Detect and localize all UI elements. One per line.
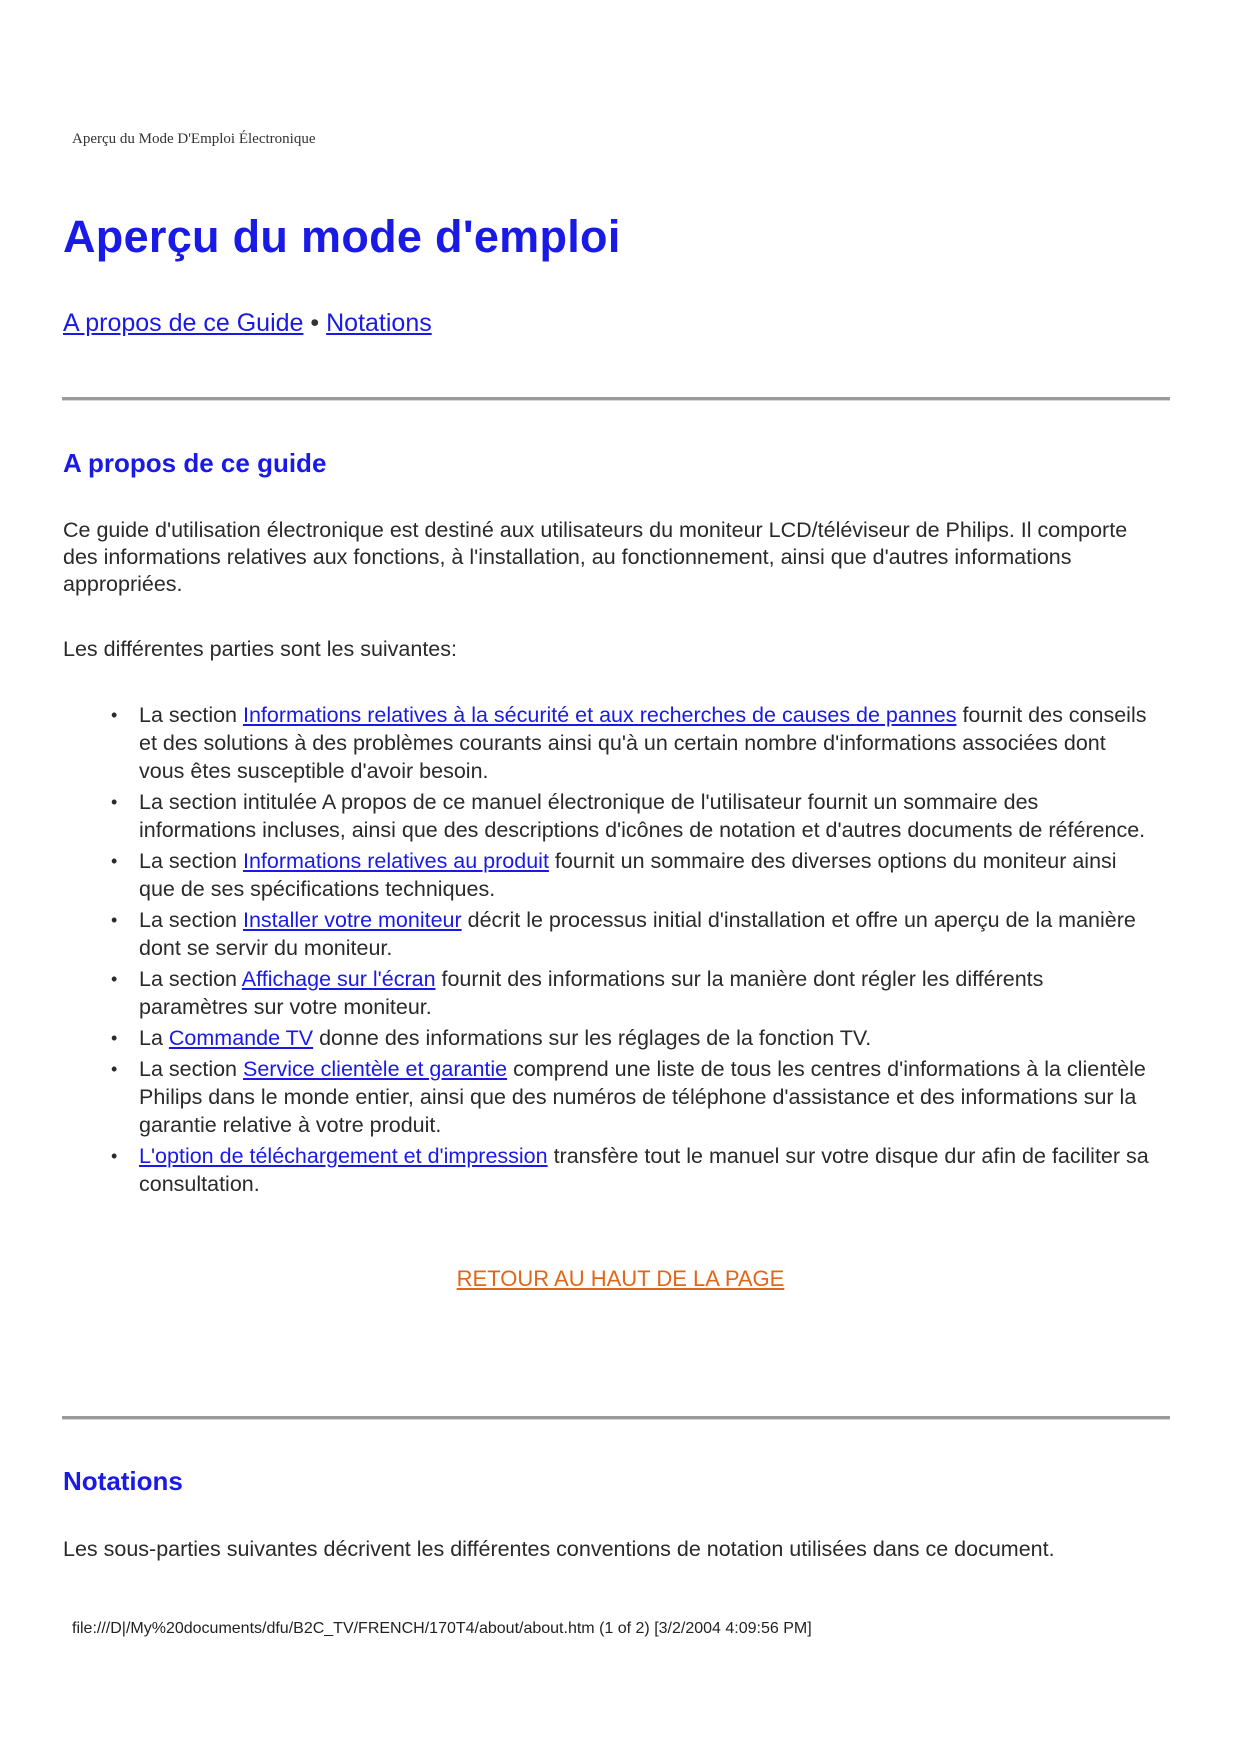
link-on-screen-display[interactable]: Affichage sur l'écran — [241, 967, 436, 991]
link-install-monitor[interactable]: Installer votre moniteur — [242, 908, 462, 932]
link-safety-troubleshooting[interactable]: Informations relatives à la sécurité et aux recherches de causes de pannes — [242, 703, 957, 727]
section-title-notations: Notations — [63, 1466, 183, 1496]
back-to-top — [0, 1266, 1241, 1292]
intro-paragraph: Ce guide d'utilisation électronique est destiné aux utilisateurs du moniteur LCD/téléviseur de Philips. Il comporte des informations relatives aux fonctions, à l'installation, au fonctionnement, ainsi que d'autres informations appropriées. — [63, 518, 1128, 596]
footer-file-path: file:///D|/My%20documents/dfu/B2C_TV/FRENCH/170T4/about/about.htm (1 of 2) [3/2/2004 4:09:56 PM] — [72, 1620, 812, 1637]
section-nav — [63, 309, 432, 338]
sections-list — [63, 701, 1153, 1198]
list-item: • La section intitulée A propos de ce manuel électronique de l'utilisateur fournit un sommaire des informations incluses, ainsi que des descriptions d'icônes de notation et d'autres documents de référence. — [63, 788, 1153, 844]
nav-separator: • — [303, 309, 327, 337]
document-header: Aperçu du Mode D'Emploi Électronique — [72, 131, 316, 147]
list-item: • La section Affichage sur l'écran fournit des informations sur la manière dont régler les différents paramètres sur votre moniteur. — [63, 965, 1153, 1021]
link-download-print[interactable]: L'option de téléchargement et d'impression — [139, 1144, 548, 1168]
list-item: • La section Informations relatives à la sécurité et aux recherches de causes de pannes fournit des conseils et des solutions à des problèmes courants ainsi qu'à un certain nombre d'informations associées dont vous êtes susceptible d'avoir besoin. — [63, 701, 1153, 785]
horizontal-rule — [62, 397, 1170, 401]
list-intro: Les différentes parties sont les suivantes: — [63, 637, 457, 661]
back-to-top-link[interactable]: RETOUR AU HAUT DE LA PAGE — [456, 1266, 785, 1291]
list-item: • La section Informations relatives au produit fournit un sommaire des diverses options du moniteur ainsi que de ses spécifications techniques. — [63, 847, 1153, 903]
nav-link-about-guide[interactable]: A propos de ce Guide — [63, 309, 304, 337]
page-title: Aperçu du mode d'emploi — [63, 211, 621, 262]
link-tv-control[interactable]: Commande TV — [168, 1026, 314, 1050]
list-item: • La section Installer votre moniteur décrit le processus initial d'installation et offre un aperçu de la manière dont se servir du moniteur. — [63, 906, 1153, 962]
list-item: • La Commande TV donne des informations sur les réglages de la fonction TV. — [63, 1024, 1153, 1052]
list-item: • L'option de téléchargement et d'impression transfère tout le manuel sur votre disque dur afin de faciliter sa consultation. — [63, 1142, 1153, 1198]
list-item: • La section Service clientèle et garantie comprend une liste de tous les centres d'informations à la clientèle Philips dans le monde entier, ainsi que des numéros de téléphone d'assistance et des informations sur la garantie relative à votre produit. — [63, 1055, 1153, 1139]
section-title-about-guide: A propos de ce guide — [63, 448, 327, 478]
link-product-information[interactable]: Informations relatives au produit — [242, 849, 549, 873]
notations-paragraph: Les sous-parties suivantes décrivent les différentes conventions de notation utilisées dans ce document. — [63, 1537, 1055, 1561]
nav-link-notations[interactable]: Notations — [326, 309, 432, 337]
horizontal-rule — [62, 1416, 1170, 1420]
link-customer-care-warranty[interactable]: Service clientèle et garantie — [242, 1057, 508, 1081]
